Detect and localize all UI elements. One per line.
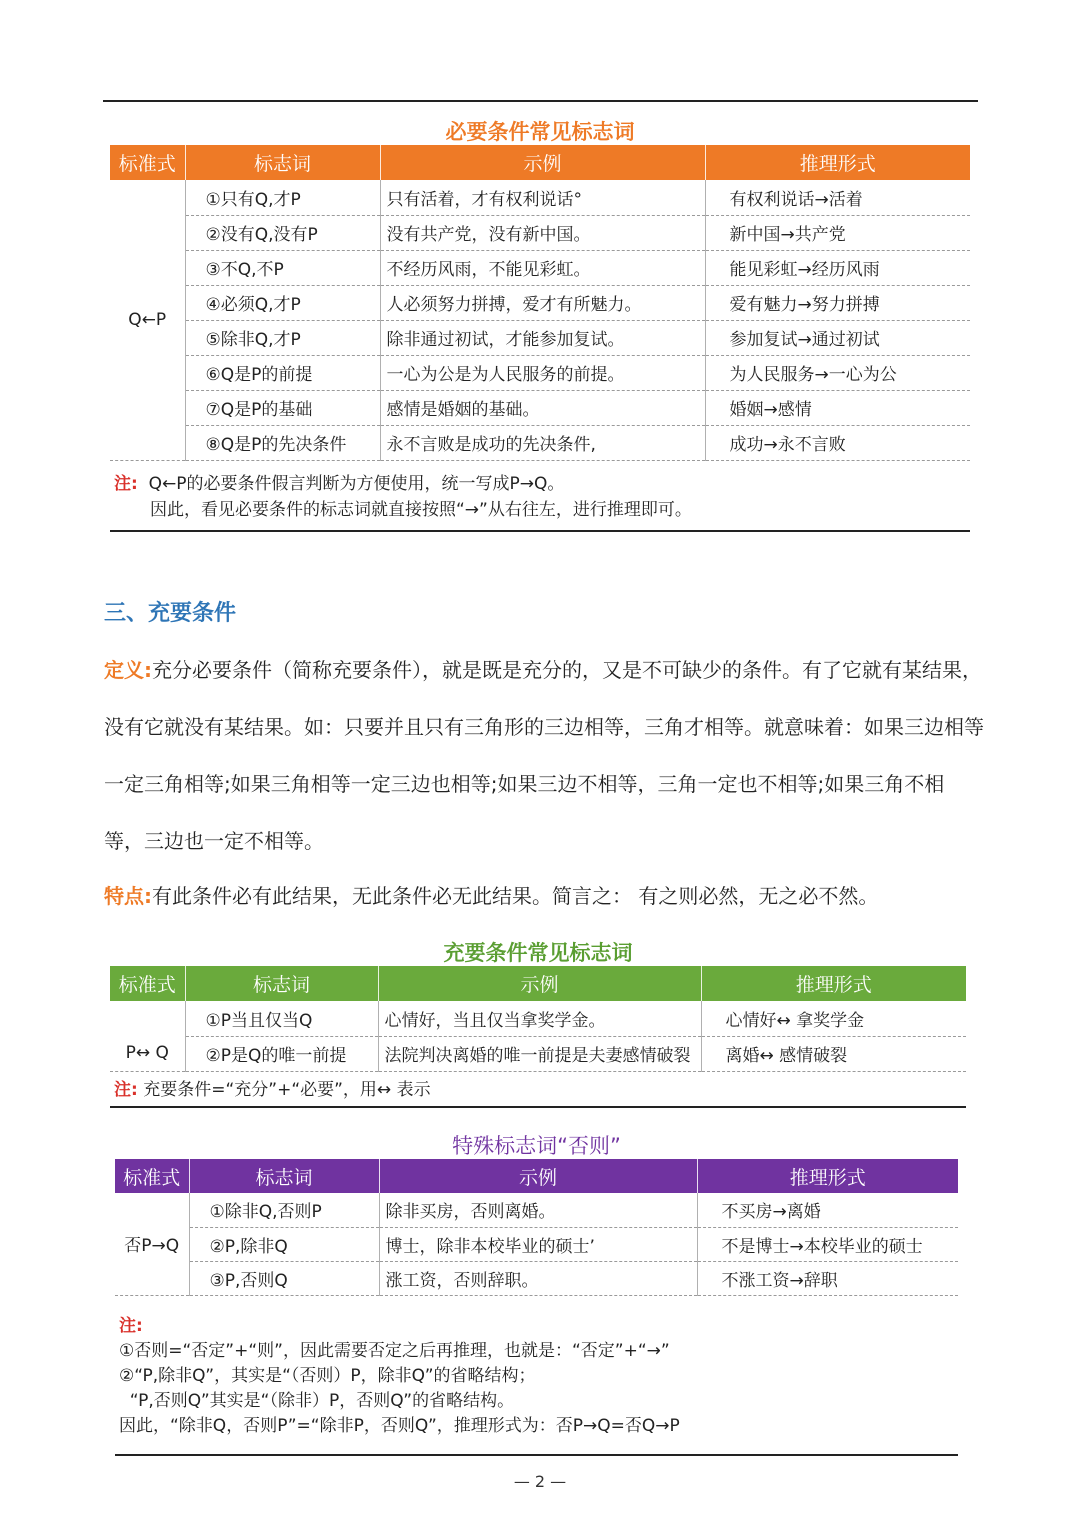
inference-cell: 婚姻→感情	[705, 390, 970, 425]
inference-cell: 能见彩虹→经历风雨	[705, 250, 970, 285]
note-label: 注:	[119, 1316, 143, 1336]
table3-title: 特殊标志词“否则”	[452, 1134, 621, 1158]
inference-cell: 新中国→共产党	[705, 215, 970, 250]
example-cell: 没有共产党，没有新中国。	[380, 215, 705, 250]
table2-note	[114, 1077, 970, 1103]
note-line: 因此，“除非Q，否则P”=“除非P，否则Q”，推理形式为：否P→Q=否Q→P	[119, 1416, 680, 1436]
standard-form: P↔ Q	[110, 1001, 185, 1071]
inference-cell: 有权利说话→活着	[705, 180, 970, 215]
example-cell: 人必须努力拼搏，爱才有所魅力。	[380, 285, 705, 320]
keyword-cell: ②P,除非Q	[189, 1227, 379, 1261]
definition-text: 充分必要条件（简称充要条件），就是既是充分的，又是不可缺少的条件。有了它就有某结果，没有它就没有某结果。如：只要并且只有三角形的三边相等，三角才相等。就意味着：如果三边相等一定三角相等;如果三角相等一定三边也相等;如果三边不相等，三角一定也不相等;如果三角不相等，三边也一定不相等。	[104, 658, 984, 853]
keyword-cell: ②P是Q的唯一前提	[185, 1036, 378, 1071]
example-cell: 法院判决离婚的唯一前提是夫妻感情破裂	[378, 1036, 701, 1071]
keyword-cell: ①只有Q,才P	[185, 180, 380, 215]
table2-bottom-rule	[110, 1106, 966, 1108]
header-keyword: 标志词	[185, 966, 378, 1001]
top-rule	[103, 100, 978, 102]
example-cell: 除非通过初试，才能参加复试。	[380, 320, 705, 355]
keyword-cell: ③不Q,不P	[185, 250, 380, 285]
definition-paragraph	[104, 642, 984, 870]
inference-cell: 参加复试→通过初试	[705, 320, 970, 355]
header-standard: 标准式	[110, 145, 185, 180]
otherwise-table	[115, 1159, 958, 1296]
keyword-cell: ⑤除非Q,才P	[185, 320, 380, 355]
example-cell: 不经历风雨，不能见彩虹。	[380, 250, 705, 285]
inference-cell: 不涨工资→辞职	[697, 1261, 958, 1295]
note-label: 注:	[114, 474, 138, 494]
example-cell: 涨工资，否则辞职。	[379, 1261, 697, 1295]
header-example: 示例	[380, 145, 705, 180]
header-keyword: 标志词	[189, 1159, 379, 1193]
note-line: “P,否则Q”其实是“（除非）P，否则Q”的省略结构。	[119, 1391, 515, 1411]
sufficient-necessary-table	[110, 966, 966, 1072]
note-line: Q←P的必要条件假言判断为方便使用，统一写成P→Q。	[148, 474, 565, 494]
note-label: 注:	[114, 1080, 138, 1100]
example-cell: 一心为公是为人民服务的前提。	[380, 355, 705, 390]
note-line: 因此，看见必要条件的标志词就直接按照“→”从右往左，进行推理即可。	[150, 500, 692, 520]
feature-label: 特点:	[104, 884, 152, 908]
keyword-cell: ④必须Q,才P	[185, 285, 380, 320]
example-cell: 心情好，当且仅当拿奖学金。	[378, 1001, 701, 1036]
definition-label: 定义:	[104, 658, 152, 682]
table1-note	[114, 471, 974, 523]
keyword-cell: ⑦Q是P的基础	[185, 390, 380, 425]
standard-form: 否P→Q	[115, 1193, 189, 1295]
table2-title: 充要条件常见标志词	[443, 941, 633, 965]
inference-cell: 心情好↔ 拿奖学金	[701, 1001, 966, 1036]
header-inference: 推理形式	[697, 1159, 958, 1193]
note-line: ②“P,除非Q”，其实是“（否则）P，除非Q”的省略结构；	[119, 1366, 536, 1386]
table3-bottom-rule	[115, 1454, 958, 1456]
inference-cell: 离婚↔ 感情破裂	[701, 1036, 966, 1071]
header-inference: 推理形式	[701, 966, 966, 1001]
inference-cell: 不是博士→本校毕业的硕士	[697, 1227, 958, 1261]
inference-cell: 不买房→离婚	[697, 1193, 958, 1227]
feature-paragraph	[104, 868, 984, 925]
header-example: 示例	[378, 966, 701, 1001]
header-keyword: 标志词	[185, 145, 380, 180]
feature-text: 有此条件必有此结果，无此条件必无此结果。简言之： 有之则必然，无之必不然。	[152, 884, 879, 908]
header-inference: 推理形式	[705, 145, 970, 180]
inference-cell: 爱有魅力→努力拼搏	[705, 285, 970, 320]
necessary-condition-table	[110, 145, 970, 461]
inference-cell: 为人民服务→一心为公	[705, 355, 970, 390]
example-cell: 博士，除非本校毕业的硕士’	[379, 1227, 697, 1261]
keyword-cell: ⑧Q是P的先决条件	[185, 425, 380, 460]
header-standard: 标准式	[115, 1159, 189, 1193]
section-heading: 三、充要条件	[104, 601, 237, 626]
inference-cell: 成功→永不言败	[705, 425, 970, 460]
example-cell: 感情是婚姻的基础。	[380, 390, 705, 425]
table1-title: 必要条件常见标志词	[445, 120, 635, 144]
example-cell: 除非买房，否则离婚。	[379, 1193, 697, 1227]
keyword-cell: ⑥Q是P的前提	[185, 355, 380, 390]
keyword-cell: ①除非Q,否则P	[189, 1193, 379, 1227]
table1-bottom-rule	[110, 530, 970, 532]
example-cell: 永不言败是成功的先决条件,	[380, 425, 705, 460]
table3-note	[119, 1314, 962, 1439]
header-standard: 标准式	[110, 966, 185, 1001]
keyword-cell: ③P,否则Q	[189, 1261, 379, 1295]
keyword-cell: ②没有Q,没有P	[185, 215, 380, 250]
header-example: 示例	[379, 1159, 697, 1193]
example-cell: 只有活着，才有权利说话°	[380, 180, 705, 215]
standard-form: Q←P	[110, 180, 185, 460]
note-line: ①否则=“否定”+“则”，因此需要否定之后再推理，也就是：“否定”+“→”	[119, 1341, 670, 1361]
page-number: — 2 —	[513, 1472, 567, 1491]
note-line: 充要条件=“充分”+“必要”，用↔ 表示	[143, 1080, 431, 1100]
keyword-cell: ①P当且仅当Q	[185, 1001, 378, 1036]
